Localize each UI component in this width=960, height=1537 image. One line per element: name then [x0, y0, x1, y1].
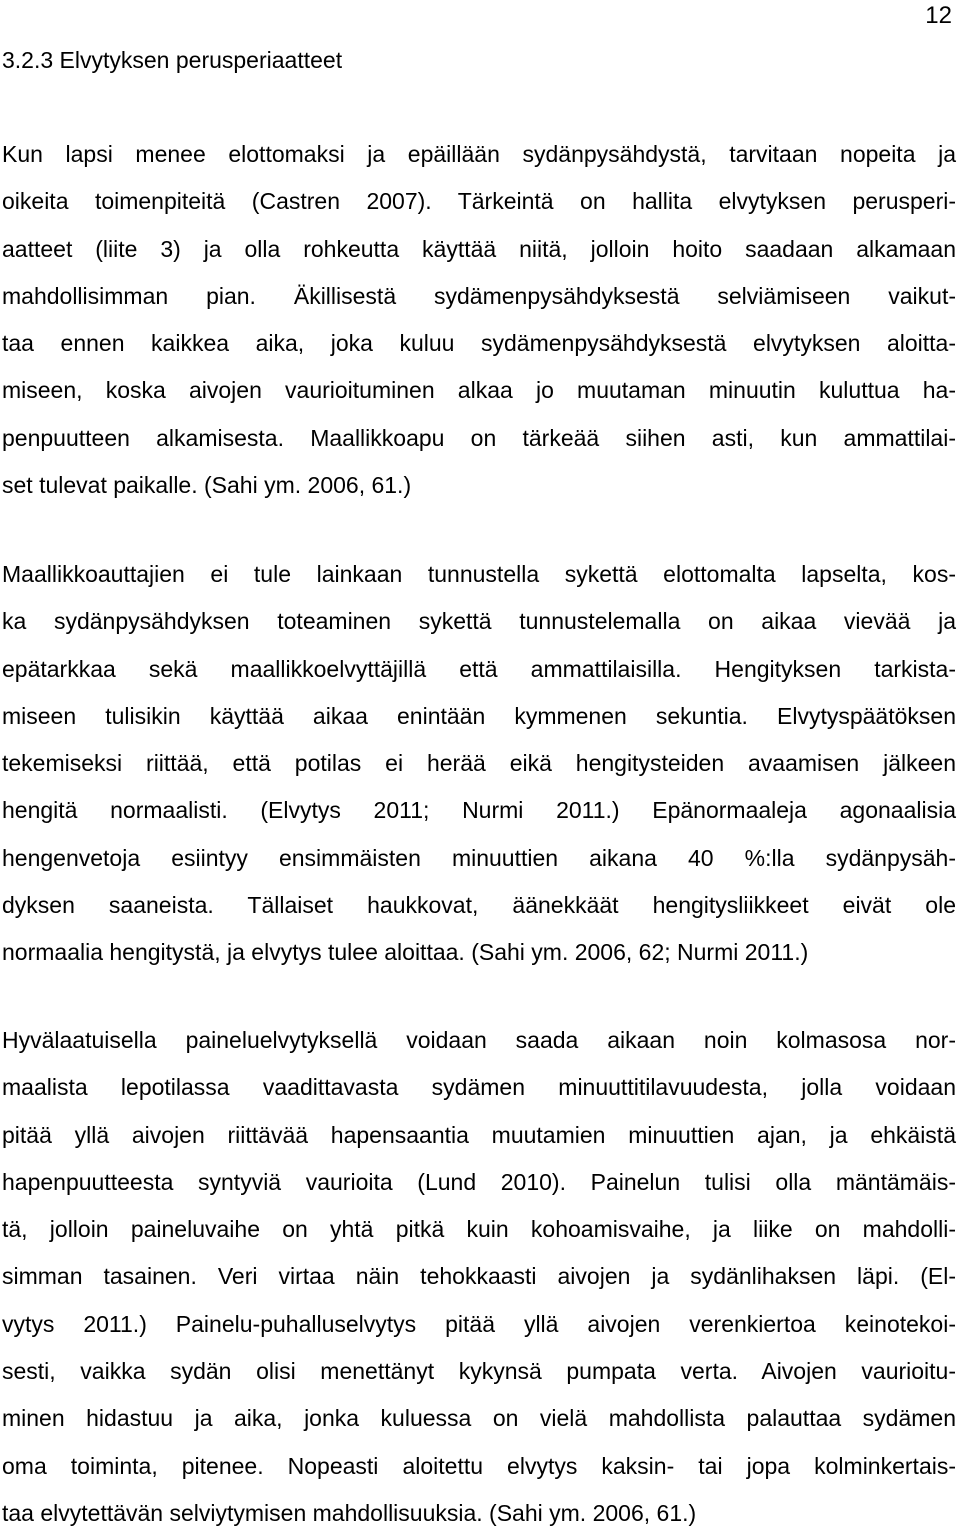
- paragraph-line: set tulevat paikalle. (Sahi ym. 2006, 61.): [2, 472, 412, 499]
- paragraph-line: sesti, vaikka sydän olisi menettänyt kykynsä pumpata verta. Aivojen vaurioitu-: [2, 1358, 956, 1385]
- section-heading: 3.2.3 Elvytyksen perusperiaatteet: [2, 47, 343, 73]
- paragraph-line: aatteet (liite 3) ja olla rohkeutta käyttää niitä, jolloin hoito saadaan alkamaan: [2, 235, 956, 262]
- paragraph-line: Kun lapsi menee elottomaksi ja epäillään sydänpysähdystä, tarvitaan nopeita ja: [2, 141, 956, 167]
- paragraph-line: epätarkkaa sekä maallikkoelvyttäjillä että ammattilaisilla. Hengityksen tarkista-: [2, 655, 956, 682]
- paragraph-line: vytys 2011.) Painelu-puhalluselvytys pitää yllä aivojen verenkiertoa keinotekoi-: [2, 1310, 956, 1337]
- paragraph-line: tekemiseksi riittää, että potilas ei herää eikä hengitysteiden avaamisen jälkeen: [2, 750, 956, 777]
- paragraph-line: taa ennen kaikkea aika, joka kuluu sydämenpysähdyksestä elvytyksen aloitta-: [2, 330, 956, 357]
- paragraph-line: miseen tulisikin käyttää aikaa enintään kymmenen sekuntia. Elvytyspäätöksen: [2, 702, 956, 729]
- paragraph-line: tä, jolloin paineluvaihe on yhtä pitkä kuin kohoamisvaihe, ja liike on mahdolli-: [2, 1216, 956, 1243]
- paragraph-line: Hyvälaatuisella paineluelvytyksellä voidaan saada aikaan noin kolmasosa nor-: [2, 1027, 956, 1053]
- paragraph-1: [2, 131, 956, 509]
- paragraph-line: hapenpuutteesta syntyviä vaurioita (Lund 2010). Painelun tulisi olla mäntämäis-: [2, 1168, 956, 1195]
- paragraph-line: maalista lepotilassa vaadittavasta sydämen minuuttitilavuudesta, jolla voidaan: [2, 1074, 956, 1101]
- paragraph-line: oma toiminta, pitenee. Nopeasti aloitettu elvytys kaksin- tai jopa kolminkertais-: [2, 1452, 956, 1479]
- paragraph-line: minen hidastuu ja aika, jonka kuluessa on vielä mahdollista palauttaa sydämen: [2, 1405, 956, 1432]
- paragraph-line: pitää yllä aivojen riittävää hapensaantia muutamien minuuttien ajan, ja ehkäistä: [2, 1121, 956, 1148]
- paragraph-line: penpuutteen alkamisesta. Maallikkoapu on tärkeää siihen asti, kun ammattilai-: [2, 424, 956, 451]
- paragraph-line: dyksen saaneista. Tällaiset haukkovat, äänekkäät hengitysliikkeet eivät ole: [2, 892, 956, 919]
- paragraph-3: [2, 1017, 956, 1537]
- paragraph-line: ka sydänpysähdyksen toteaminen sykettä tunnustelemalla on aikaa vievää ja: [2, 608, 956, 635]
- paragraph-2: [2, 551, 956, 977]
- paragraph-line: normaalia hengitystä, ja elvytys tulee aloittaa. (Sahi ym. 2006, 62; Nurmi 2011.): [2, 939, 809, 966]
- paragraph-line: hengenvetoja esiintyy ensimmäisten minuuttien aikana 40 %:lla sydänpysäh-: [2, 844, 956, 871]
- paragraph-line: Maallikkoauttajien ei tule lainkaan tunnustella sykettä elottomalta lapselta, kos-: [2, 561, 956, 587]
- paragraph-line: mahdollisimman pian. Äkillisestä sydämenpysähdyksestä selviämiseen vaikut-: [2, 282, 956, 309]
- paragraph-line: simman tasainen. Veri virtaa näin tehokkaasti aivojen ja sydänlihaksen läpi. (El-: [2, 1263, 956, 1290]
- page-number: 12: [925, 2, 952, 29]
- paragraph-line: taa elvytettävän selviytymisen mahdollisuuksia. (Sahi ym. 2006, 61.): [2, 1499, 697, 1526]
- paragraph-line: oikeita toimenpiteitä (Castren 2007). Tärkeintä on hallita elvytyksen perusperi-: [2, 188, 956, 215]
- paragraph-line: miseen, koska aivojen vaurioituminen alkaa jo muutaman minuutin kuluttua ha-: [2, 377, 956, 404]
- paragraph-line: hengitä normaalisti. (Elvytys 2011; Nurmi 2011.) Epänormaaleja agonaalisia: [2, 797, 956, 824]
